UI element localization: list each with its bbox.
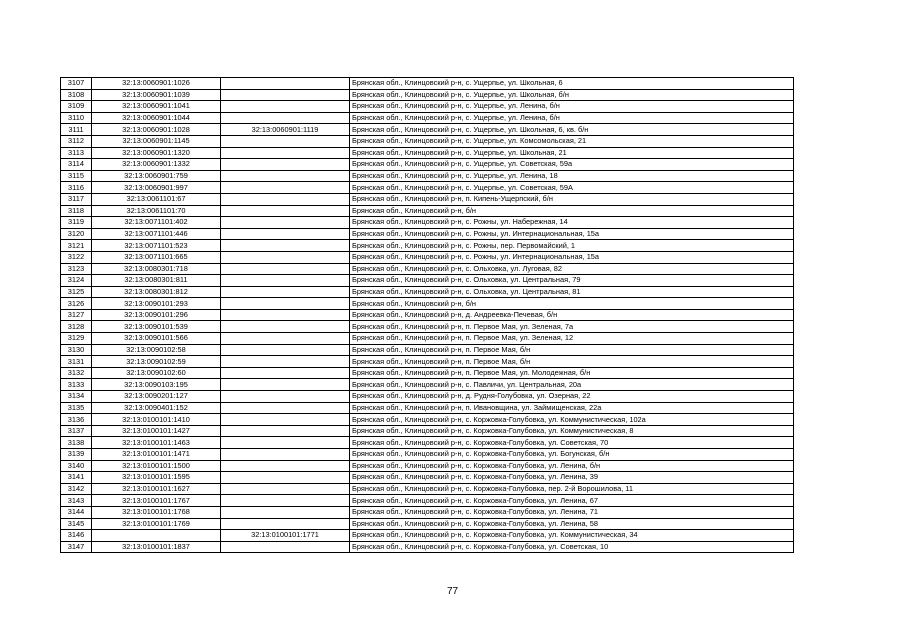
row-number-cell: 3107 xyxy=(61,78,92,90)
cadastral-number-cell: 32:13:0060901:759 xyxy=(92,170,221,182)
cadastral-number-cell: 32:13:0060901:1145 xyxy=(92,135,221,147)
linked-cadastral-number-cell xyxy=(221,112,350,124)
table-row xyxy=(61,228,794,240)
table-row xyxy=(61,170,794,182)
table-row xyxy=(61,518,794,530)
row-number-cell: 3120 xyxy=(61,228,92,240)
row-number-cell: 3141 xyxy=(61,472,92,484)
cadastral-number-cell: 32:13:0060901:1039 xyxy=(92,89,221,101)
table-row xyxy=(61,240,794,252)
table-row xyxy=(61,78,794,90)
row-number-cell: 3138 xyxy=(61,437,92,449)
row-number-cell: 3132 xyxy=(61,367,92,379)
table-row xyxy=(61,472,794,484)
cadastral-number-cell: 32:13:0080301:812 xyxy=(92,286,221,298)
cadastral-number-cell: 32:13:0100101:1837 xyxy=(92,541,221,553)
cadastral-number-cell: 32:13:0090101:296 xyxy=(92,309,221,321)
linked-cadastral-number-cell xyxy=(221,460,350,472)
row-number-cell: 3115 xyxy=(61,170,92,182)
address-cell: Брянская обл., Клинцовский р-н, с. Коржовка-Голубовка, ул. Коммунистическая, 34 xyxy=(350,530,794,542)
table-row xyxy=(61,321,794,333)
address-cell: Брянская обл., Клинцовский р-н, с. Коржовка-Голубовка, ул. Ленина, б/н xyxy=(350,460,794,472)
row-number-cell: 3131 xyxy=(61,356,92,368)
linked-cadastral-number-cell xyxy=(221,193,350,205)
table-row xyxy=(61,402,794,414)
page-number: 77 xyxy=(446,586,459,597)
row-number-cell: 3116 xyxy=(61,182,92,194)
cadastral-number-cell: 32:13:0060901:1332 xyxy=(92,159,221,171)
address-cell: Брянская обл., Клинцовский р-н, с. Рожны, пер. Первомайский, 1 xyxy=(350,240,794,252)
table-row xyxy=(61,333,794,345)
linked-cadastral-number-cell xyxy=(221,391,350,403)
address-cell: Брянская обл., Клинцовский р-н, с. Коржовка-Голубовка, ул. Ленина, 58 xyxy=(350,518,794,530)
linked-cadastral-number-cell xyxy=(221,506,350,518)
table-row xyxy=(61,414,794,426)
table-row xyxy=(61,124,794,136)
address-cell: Брянская обл., Клинцовский р-н, с. Ущерпье, ул. Ленина, б/н xyxy=(350,112,794,124)
linked-cadastral-number-cell xyxy=(221,321,350,333)
address-cell: Брянская обл., Клинцовский р-н, с. Ольховка, ул. Центральная, 81 xyxy=(350,286,794,298)
address-cell: Брянская обл., Клинцовский р-н, с. Коржовка-Голубовка, ул. Советская, 10 xyxy=(350,541,794,553)
table-row xyxy=(61,147,794,159)
linked-cadastral-number-cell xyxy=(221,147,350,159)
cadastral-number-cell: 32:13:0100101:1471 xyxy=(92,449,221,461)
row-number-cell: 3135 xyxy=(61,402,92,414)
address-cell: Брянская обл., Клинцовский р-н, с. Ущерпье, ул. Школьная, б/н xyxy=(350,89,794,101)
address-cell: Брянская обл., Клинцовский р-н, с. Павличи, ул. Центральная, 20а xyxy=(350,379,794,391)
linked-cadastral-number-cell xyxy=(221,367,350,379)
cadastral-number-cell: 32:13:0100101:1627 xyxy=(92,483,221,495)
linked-cadastral-number-cell xyxy=(221,286,350,298)
address-cell: Брянская обл., Клинцовский р-н, с. Ольховка, ул. Луговая, 82 xyxy=(350,263,794,275)
address-cell: Брянская обл., Клинцовский р-н, с. Ущерпье, ул. Школьная, 21 xyxy=(350,147,794,159)
cadastral-number-cell: 32:13:0090101:566 xyxy=(92,333,221,345)
cadastral-number-cell: 32:13:0060901:1026 xyxy=(92,78,221,90)
address-cell: Брянская обл., Клинцовский р-н, п. Первое Мая, б/н xyxy=(350,356,794,368)
cadastral-number-cell: 32:13:0090101:293 xyxy=(92,298,221,310)
row-number-cell: 3145 xyxy=(61,518,92,530)
address-cell: Брянская обл., Клинцовский р-н, с. Ущерпье, ул. Комсомольская, 21 xyxy=(350,135,794,147)
row-number-cell: 3126 xyxy=(61,298,92,310)
linked-cadastral-number-cell xyxy=(221,159,350,171)
cadastral-number-cell: 32:13:0061101:67 xyxy=(92,193,221,205)
linked-cadastral-number-cell xyxy=(221,228,350,240)
row-number-cell: 3134 xyxy=(61,391,92,403)
table-row xyxy=(61,182,794,194)
table-row xyxy=(61,298,794,310)
linked-cadastral-number-cell xyxy=(221,437,350,449)
cadastral-number-cell: 32:13:0090103:195 xyxy=(92,379,221,391)
address-cell: Брянская обл., Клинцовский р-н, с. Коржовка-Голубовка, пер. 2-й Ворошилова, 11 xyxy=(350,483,794,495)
cadastral-number-cell: 32:13:0100101:1595 xyxy=(92,472,221,484)
linked-cadastral-number-cell xyxy=(221,518,350,530)
table-row xyxy=(61,391,794,403)
table-row xyxy=(61,275,794,287)
row-number-cell: 3129 xyxy=(61,333,92,345)
linked-cadastral-number-cell xyxy=(221,449,350,461)
cadastral-number-cell: 32:13:0090102:59 xyxy=(92,356,221,368)
cadastral-number-cell: 32:13:0060901:1041 xyxy=(92,101,221,113)
linked-cadastral-number-cell xyxy=(221,217,350,229)
address-cell: Брянская обл., Клинцовский р-н, с. Коржовка-Голубовка, ул. Ленина, 71 xyxy=(350,506,794,518)
row-number-cell: 3110 xyxy=(61,112,92,124)
row-number-cell: 3125 xyxy=(61,286,92,298)
row-number-cell: 3147 xyxy=(61,541,92,553)
address-cell: Брянская обл., Клинцовский р-н, с. Рожны, ул. Интернациональная, 15а xyxy=(350,251,794,263)
linked-cadastral-number-cell: 32:13:0060901:1119 xyxy=(221,124,350,136)
linked-cadastral-number-cell xyxy=(221,472,350,484)
cadastral-number-cell: 32:13:0071101:402 xyxy=(92,217,221,229)
cadastral-number-cell: 32:13:0071101:665 xyxy=(92,251,221,263)
linked-cadastral-number-cell xyxy=(221,541,350,553)
address-cell: Брянская обл., Клинцовский р-н, с. Ущерпье, ул. Школьная, 6, кв. б/н xyxy=(350,124,794,136)
table-row xyxy=(61,506,794,518)
table-row xyxy=(61,263,794,275)
cadastral-number-cell: 32:13:0071101:446 xyxy=(92,228,221,240)
table-row xyxy=(61,159,794,171)
row-number-cell: 3122 xyxy=(61,251,92,263)
address-cell: Брянская обл., Клинцовский р-н, с. Ольховка, ул. Центральная, 79 xyxy=(350,275,794,287)
table-row xyxy=(61,437,794,449)
cadastral-number-cell: 32:13:0080301:811 xyxy=(92,275,221,287)
cadastral-number-cell: 32:13:0090401:152 xyxy=(92,402,221,414)
row-number-cell: 3111 xyxy=(61,124,92,136)
table-row xyxy=(61,495,794,507)
linked-cadastral-number-cell xyxy=(221,379,350,391)
address-cell: Брянская обл., Клинцовский р-н, п. Первое Мая, ул. Зеленая, 12 xyxy=(350,333,794,345)
row-number-cell: 3109 xyxy=(61,101,92,113)
row-number-cell: 3118 xyxy=(61,205,92,217)
cadastral-number-cell: 32:13:0090102:58 xyxy=(92,344,221,356)
linked-cadastral-number-cell: 32:13:0100101:1771 xyxy=(221,530,350,542)
table-row xyxy=(61,449,794,461)
cadastral-number-cell: 32:13:0100101:1500 xyxy=(92,460,221,472)
address-cell: Брянская обл., Клинцовский р-н, п. Кипень-Ущерпский, б/н xyxy=(350,193,794,205)
cadastral-number-cell: 32:13:0071101:523 xyxy=(92,240,221,252)
table-row xyxy=(61,112,794,124)
address-cell: Брянская обл., Клинцовский р-н, с. Ущерпье, ул. Советская, 59А xyxy=(350,182,794,194)
cadastral-number-cell: 32:13:0060901:1044 xyxy=(92,112,221,124)
address-cell: Брянская обл., Клинцовский р-н, п. Первое Мая, б/н xyxy=(350,344,794,356)
linked-cadastral-number-cell xyxy=(221,402,350,414)
table-row xyxy=(61,356,794,368)
linked-cadastral-number-cell xyxy=(221,78,350,90)
address-cell: Брянская обл., Клинцовский р-н, п. Ивановщина, ул. Займищенская, 22а xyxy=(350,402,794,414)
address-cell: Брянская обл., Клинцовский р-н, с. Коржовка-Голубовка, ул. Коммунистическая, 102а xyxy=(350,414,794,426)
row-number-cell: 3112 xyxy=(61,135,92,147)
linked-cadastral-number-cell xyxy=(221,483,350,495)
cadastral-number-cell: 32:13:0100101:1769 xyxy=(92,518,221,530)
linked-cadastral-number-cell xyxy=(221,182,350,194)
linked-cadastral-number-cell xyxy=(221,298,350,310)
table-row xyxy=(61,379,794,391)
property-register-table xyxy=(60,77,794,553)
cadastral-number-cell: 32:13:0080301:718 xyxy=(92,263,221,275)
cadastral-number-cell: 32:13:0100101:1463 xyxy=(92,437,221,449)
table-row xyxy=(61,344,794,356)
row-number-cell: 3143 xyxy=(61,495,92,507)
table-row xyxy=(61,286,794,298)
table-row xyxy=(61,251,794,263)
cadastral-number-cell: 32:13:0061101:70 xyxy=(92,205,221,217)
table-row xyxy=(61,425,794,437)
row-number-cell: 3136 xyxy=(61,414,92,426)
address-cell: Брянская обл., Клинцовский р-н, б/н xyxy=(350,298,794,310)
linked-cadastral-number-cell xyxy=(221,101,350,113)
table-row xyxy=(61,460,794,472)
row-number-cell: 3140 xyxy=(61,460,92,472)
address-cell: Брянская обл., Клинцовский р-н, с. Коржовка-Голубовка, ул. Советская, 70 xyxy=(350,437,794,449)
row-number-cell: 3117 xyxy=(61,193,92,205)
linked-cadastral-number-cell xyxy=(221,414,350,426)
row-number-cell: 3121 xyxy=(61,240,92,252)
cadastral-number-cell: 32:13:0100101:1410 xyxy=(92,414,221,426)
cadastral-number-cell: 32:13:0060901:1028 xyxy=(92,124,221,136)
row-number-cell: 3139 xyxy=(61,449,92,461)
address-cell: Брянская обл., Клинцовский р-н, с. Рожны, ул. Интернациональная, 15а xyxy=(350,228,794,240)
address-cell: Брянская обл., Клинцовский р-н, д. Рудня-Голубовка, ул. Озерная, 22 xyxy=(350,391,794,403)
address-cell: Брянская обл., Клинцовский р-н, б/н xyxy=(350,205,794,217)
address-cell: Брянская обл., Клинцовский р-н, д. Андреевка-Печевая, б/н xyxy=(350,309,794,321)
linked-cadastral-number-cell xyxy=(221,205,350,217)
table-row xyxy=(61,205,794,217)
table-row xyxy=(61,101,794,113)
table-row xyxy=(61,530,794,542)
row-number-cell: 3119 xyxy=(61,217,92,229)
table-row xyxy=(61,541,794,553)
linked-cadastral-number-cell xyxy=(221,170,350,182)
address-cell: Брянская обл., Клинцовский р-н, п. Первое Мая, ул. Зеленая, 7а xyxy=(350,321,794,333)
cadastral-number-cell: 32:13:0090102:60 xyxy=(92,367,221,379)
address-cell: Брянская обл., Клинцовский р-н, с. Коржовка-Голубовка, ул. Ленина, 39 xyxy=(350,472,794,484)
address-cell: Брянская обл., Клинцовский р-н, с. Коржовка-Голубовка, ул. Богунская, б/н xyxy=(350,449,794,461)
row-number-cell: 3144 xyxy=(61,506,92,518)
table-row xyxy=(61,367,794,379)
table-row xyxy=(61,309,794,321)
row-number-cell: 3142 xyxy=(61,483,92,495)
address-cell: Брянская обл., Клинцовский р-н, с. Коржовка-Голубовка, ул. Коммунистическая, 8 xyxy=(350,425,794,437)
cadastral-number-cell xyxy=(92,530,221,542)
row-number-cell: 3137 xyxy=(61,425,92,437)
linked-cadastral-number-cell xyxy=(221,263,350,275)
address-cell: Брянская обл., Клинцовский р-н, п. Первое Мая, ул. Молодежная, б/н xyxy=(350,367,794,379)
linked-cadastral-number-cell xyxy=(221,356,350,368)
address-cell: Брянская обл., Клинцовский р-н, с. Рожны, ул. Набережная, 14 xyxy=(350,217,794,229)
table-row xyxy=(61,89,794,101)
row-number-cell: 3123 xyxy=(61,263,92,275)
row-number-cell: 3133 xyxy=(61,379,92,391)
address-cell: Брянская обл., Клинцовский р-н, с. Ущерпье, ул. Советская, 59а xyxy=(350,159,794,171)
linked-cadastral-number-cell xyxy=(221,240,350,252)
row-number-cell: 3146 xyxy=(61,530,92,542)
linked-cadastral-number-cell xyxy=(221,333,350,345)
table-body xyxy=(61,78,794,553)
table-row xyxy=(61,217,794,229)
cadastral-number-cell: 32:13:0100101:1767 xyxy=(92,495,221,507)
cadastral-number-cell: 32:13:0100101:1768 xyxy=(92,506,221,518)
address-cell: Брянская обл., Клинцовский р-н, с. Ущерпье, ул. Ленина, б/н xyxy=(350,101,794,113)
table-row xyxy=(61,193,794,205)
linked-cadastral-number-cell xyxy=(221,309,350,321)
row-number-cell: 3108 xyxy=(61,89,92,101)
linked-cadastral-number-cell xyxy=(221,275,350,287)
row-number-cell: 3127 xyxy=(61,309,92,321)
table-row xyxy=(61,135,794,147)
cadastral-number-cell: 32:13:0090201:127 xyxy=(92,391,221,403)
address-cell: Брянская обл., Клинцовский р-н, с. Ущерпье, ул. Школьная, 6 xyxy=(350,78,794,90)
row-number-cell: 3128 xyxy=(61,321,92,333)
table-row xyxy=(61,483,794,495)
row-number-cell: 3124 xyxy=(61,275,92,287)
linked-cadastral-number-cell xyxy=(221,344,350,356)
linked-cadastral-number-cell xyxy=(221,425,350,437)
linked-cadastral-number-cell xyxy=(221,135,350,147)
linked-cadastral-number-cell xyxy=(221,495,350,507)
cadastral-number-cell: 32:13:0060901:997 xyxy=(92,182,221,194)
row-number-cell: 3113 xyxy=(61,147,92,159)
row-number-cell: 3114 xyxy=(61,159,92,171)
cadastral-number-cell: 32:13:0060901:1320 xyxy=(92,147,221,159)
row-number-cell: 3130 xyxy=(61,344,92,356)
address-cell: Брянская обл., Клинцовский р-н, с. Ущерпье, ул. Ленина, 18 xyxy=(350,170,794,182)
cadastral-number-cell: 32:13:0090101:539 xyxy=(92,321,221,333)
linked-cadastral-number-cell xyxy=(221,251,350,263)
cadastral-number-cell: 32:13:0100101:1427 xyxy=(92,425,221,437)
linked-cadastral-number-cell xyxy=(221,89,350,101)
address-cell: Брянская обл., Клинцовский р-н, с. Коржовка-Голубовка, ул. Ленина, 67 xyxy=(350,495,794,507)
